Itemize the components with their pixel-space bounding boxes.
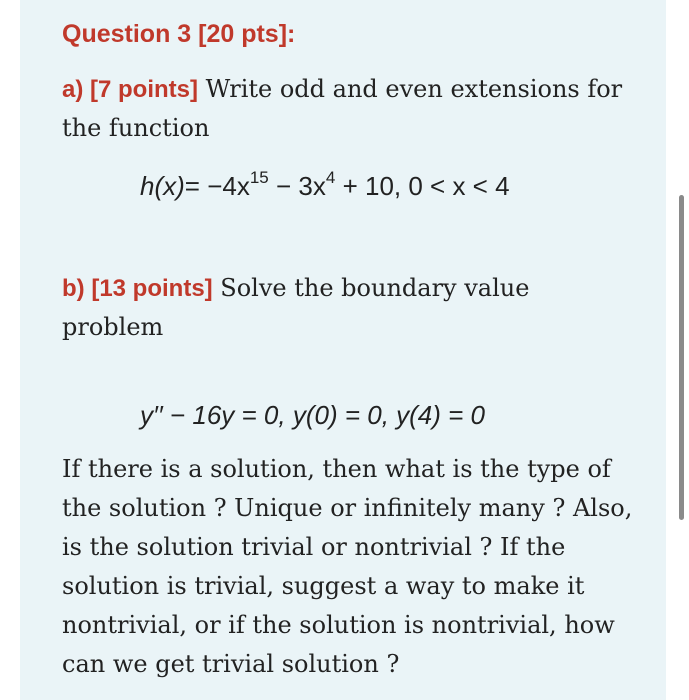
part-b-prompt <box>62 269 637 347</box>
equation-exponent-2: 4 <box>325 168 336 187</box>
part-a-equation <box>140 168 510 202</box>
part-a-label: a) [7 points] <box>62 76 198 103</box>
boundary-equation: y′′ − 16y = 0, y(0) = 0, y(4) = 0 <box>140 400 486 430</box>
equation-lhs: h(x) <box>140 171 185 201</box>
equation-exponent-1: 15 <box>249 168 269 187</box>
part-a-prompt <box>62 70 637 148</box>
part-b-label: b) [13 points] <box>62 275 213 302</box>
part-b-equation <box>140 400 485 431</box>
equation-middle: − 3x <box>276 171 326 201</box>
equation-suffix: + 10, 0 < x < 4 <box>342 171 510 201</box>
part-b-text: Solve the boundary value problem <box>62 274 530 341</box>
part-a-text: Write odd and even extensions for the function <box>62 75 623 142</box>
part-b-followup: If there is a solution, then what is the type of the solution ? Unique or infinitely many ? Also, is the solution trivial or nontrivial ? If the solution is trivial, suggest a way to make it nontrivial, or if the solution is nontrivial, how can we get trivial solution ? <box>62 455 633 678</box>
question-title: Question 3 [20 pts]: <box>62 20 296 48</box>
scrollbar[interactable] <box>679 195 684 520</box>
equation-rhs-prefix: = −4x <box>184 171 250 201</box>
